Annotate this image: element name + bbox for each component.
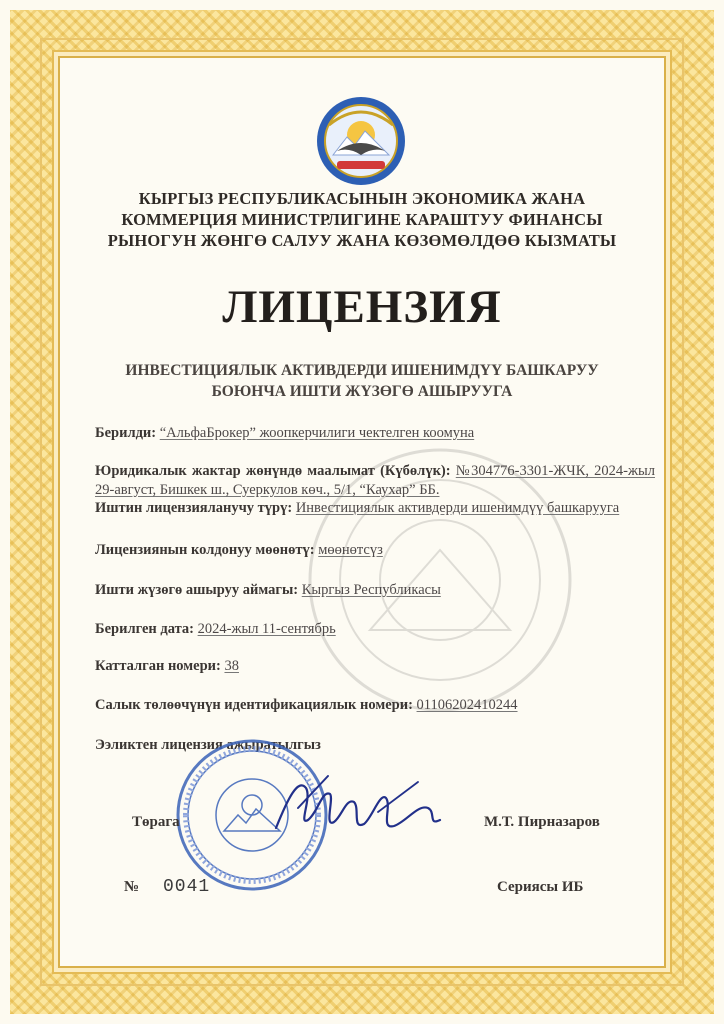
validity-label: Лицензиянын колдонуу мөөнөтү: (95, 542, 315, 558)
number-sign: № (124, 879, 140, 895)
field-validity (95, 541, 655, 560)
ministry-line-1: КЫРГЫЗ РЕСПУБЛИКАСЫНЫН ЭКОНОМИКА ЖАНА (138, 189, 586, 208)
subtitle-line-2: БОЮНЧА ИШТИ ЖҮЗӨГӨ АШЫРУУГА (211, 383, 513, 400)
signature-icon (268, 768, 448, 848)
field-activity-type (95, 499, 655, 518)
territory-value: Кыргыз Республикасы (301, 582, 441, 598)
issue-date-value: 2024-жыл 11-сентябрь (197, 621, 336, 637)
legal-info-value: №304776-3301-ЖЧК, 2024-жыл 29-август, Бишкек ш., Суеркулов көч., 5/1, “Каухар” ББ. (95, 463, 655, 498)
issued-to-value: “АльфаБрокер” жоопкерчилиги чектелген коомуна (159, 425, 475, 441)
territory-label: Ишти жүзөгө ашыруу аймагы: (95, 582, 299, 598)
ministry-heading (70, 188, 654, 251)
activity-type-label: Иштин лицензияланучу түрү: (95, 500, 293, 516)
issued-to-label: Берилди: (95, 425, 157, 441)
field-legal-info (95, 462, 655, 500)
issue-date-label: Берилген дата: (95, 621, 194, 637)
tax-id-value: 01106202410244 (416, 697, 518, 713)
tax-id-label: Салык төлөөчүнүн идентификациялык номери: (95, 697, 413, 713)
legal-info-label: Юридикалык жактар жөнүндө маалымат (Күбөлүк): (95, 463, 451, 479)
chair-label: Төрага (132, 814, 180, 830)
validity-value: мөөнөтсүз (318, 542, 383, 558)
subtitle-line-1: ИНВЕСТИЦИЯЛЫК АКТИВДЕРДИ ИШЕНИМДҮҮ БАШКАРУУ (125, 362, 599, 379)
ministry-line-3: РЫНОГУН ЖӨНГӨ САЛУУ ЖАНА КӨЗӨМӨЛДӨӨ КЫЗМАТЫ (107, 231, 617, 250)
transfer-note-text: Ээликтен лицензия ажыратылгыз (95, 737, 321, 753)
ministry-line-2: КОММЕРЦИЯ МИНИСТРЛИГИНЕ КАРАШТУУ ФИНАНСЫ (121, 210, 603, 229)
document-number: 0041 (163, 877, 211, 897)
reg-number-value: 38 (224, 658, 239, 674)
document-title: ЛИЦЕНЗИЯ (222, 281, 502, 333)
reg-number-label: Катталган номери: (95, 658, 221, 674)
activity-type-value: Инвестициялык активдерди ишенимдүү башкарууга (295, 500, 620, 516)
field-tax-id (95, 696, 655, 715)
field-territory (95, 581, 655, 600)
state-emblem-icon (315, 95, 407, 187)
field-issued-to (95, 424, 655, 443)
chair-name: М.Т. Пирназаров (484, 814, 600, 830)
field-reg-number (95, 657, 655, 676)
document-series: Сериясы ИБ (497, 879, 584, 895)
license-subtitle (70, 360, 654, 402)
field-issue-date (95, 620, 655, 639)
